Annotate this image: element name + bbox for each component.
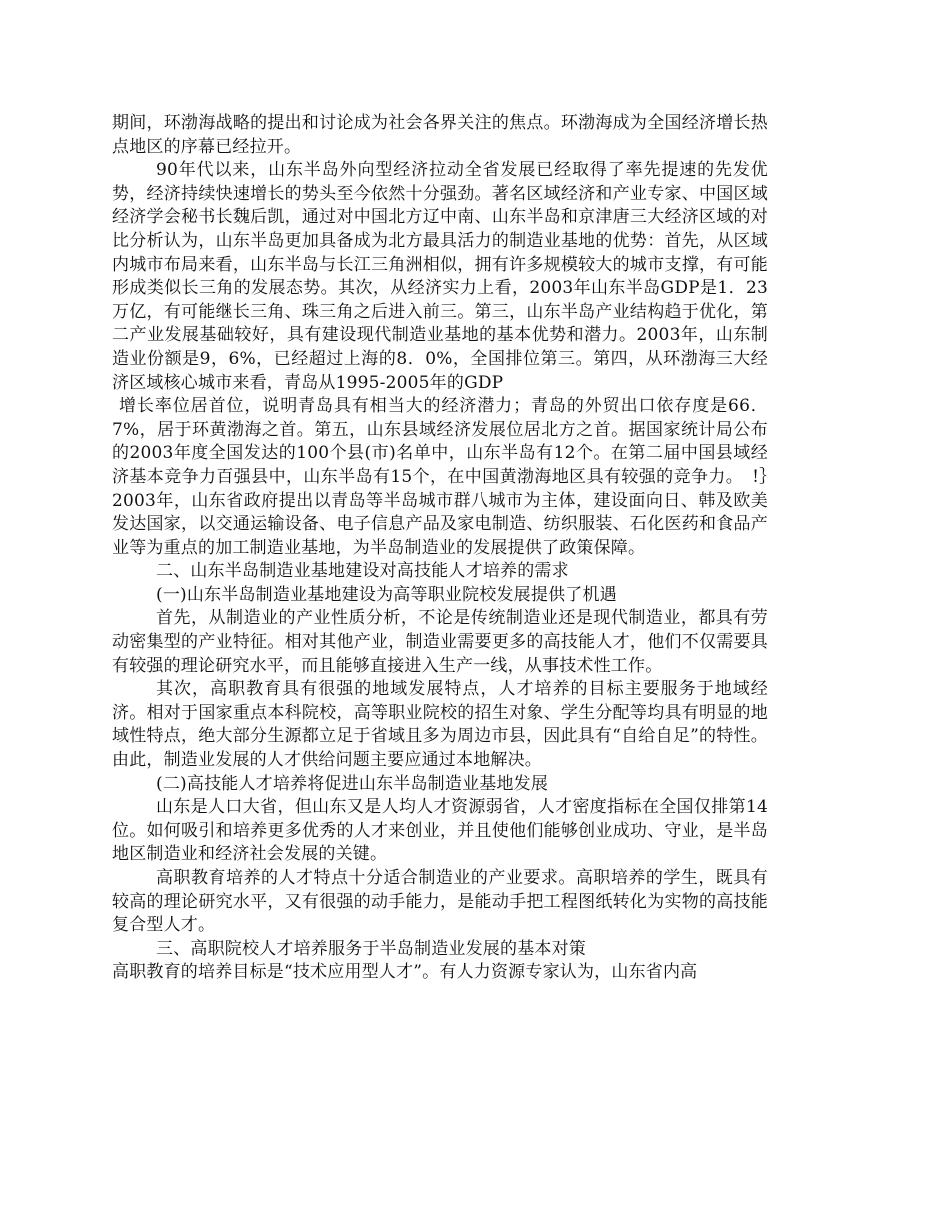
paragraph-training-goal: 高职教育的培养目标是“技术应用型人才”。有人力资源专家认为，山东省内高: [112, 962, 698, 983]
section-heading-3: 三、高职院校人才培养服务于半岛制造业发展的基本对策: [156, 938, 586, 959]
section-heading-2: 二、山东半岛制造业基地建设对高技能人才培养的需求: [156, 561, 569, 582]
paragraph-intro-continuation: 期间，环渤海战略的提出和讨论成为社会各界关注的焦点。环渤海成为全国经济增长热点地区的序幕已经拉开。: [112, 113, 768, 157]
paragraph-talent-density: 山东是人口大省，但山东又是人均人才资源弱省，人才密度指标在全国仅排第14位。如何吸引和培养更多优秀的人才来创业，并且使他们能够创业成功、守业，是半岛地区制造业和经济社会发展的关键。: [112, 797, 768, 865]
subsection-heading-2-1: (一)山东半岛制造业基地建设为高等职业院校发展提供了机遇: [156, 584, 617, 605]
subsection-heading-2-2: (二)高技能人才培养将促进山东半岛制造业基地发展: [156, 773, 549, 794]
paragraph-manufacturing-nature: 首先，从制造业的产业性质分析，不论是传统制造业还是现代制造业，都具有劳动密集型的产业特征。相对其他产业，制造业需要更多的高技能人才，他们不仅需要具有较强的理论研究水平，而且能够直接进入生产一线，从事技术性工作。: [112, 608, 768, 676]
paragraph-shandong-advantages: 90年代以来，山东半岛外向型经济拉动全省发展已经取得了率先提速的先发优势，经济持续快速增长的势头至今依然十分强劲。著名区域经济和产业专家、中国区域经济学会秘书长魏后凯，通过对中国北方辽中南、山东半岛和京津唐三大经济区域的对比分析认为，山东半岛更加具备成为北方最具活力的制造业基地的优势：首先，从区域内城市布局来看，山东半岛与长江三角洲相似，拥有许多规模较大的城市支撑，有可能形成类似长三角的发展态势。其次，从经济实力上看，2003年山东半岛GDP是1．23万亿，有可能继长三角、珠三角之后进入前三。第三，山东半岛产业结构趋于优化，第二产业发展基础较好，具有建设现代制造业基地的基本优势和潜力。2003年，山东制造业份额是9，6%，已经超过上海的8．0%，全国排位第三。第四，从环渤海三大经济区域核心城市来看，青岛从1995-2005年的GDP: [112, 160, 768, 393]
paragraph-qingdao-growth: 增长率位居首位，说明青岛具有相当大的经济潜力；青岛的外贸出口依存度是66．7%，居于环黄渤海之首。第五，山东县域经济发展位居北方之首。据国家统计局公布的2003年度全国发达的100个县(市)名单中，山东半岛有12个。在第二届中国县域经济基本竞争力百强县中，山东半岛有15个，在中国黄渤海地区具有较强的竞争力。 !｝ 2003年，山东省政府提出以青岛等半岛城市群八城市为主体，建设面向日、韩及欧美发达国家，以交通运输设备、电子信息产品及家电制造、纺织服装、石化医药和食品产业等为重点的加工制造业基地，为半岛制造业的发展提供了政策保障。: [112, 396, 809, 558]
paragraph-vocational-fit: 高职教育培养的人才特点十分适合制造业的产业要求。高职培养的学生，既具有较高的理论研究水平，又有很强的动手能力，是能动手把工程图纸转化为实物的高技能复合型人才。: [112, 868, 768, 936]
paragraph-regional-characteristics: 其次，高职教育具有很强的地域发展特点，人才培养的目标主要服务于地域经济。相对于国家重点本科院校，高等职业院校的招生对象、学生分配等均具有明显的地域性特点，绝大部分生源都立足于省域且多为周边市县，因此具有“自给自足”的特性。由此，制造业发展的人才供给问题主要应通过本地解决。: [112, 679, 768, 771]
document-body: [112, 112, 809, 985]
